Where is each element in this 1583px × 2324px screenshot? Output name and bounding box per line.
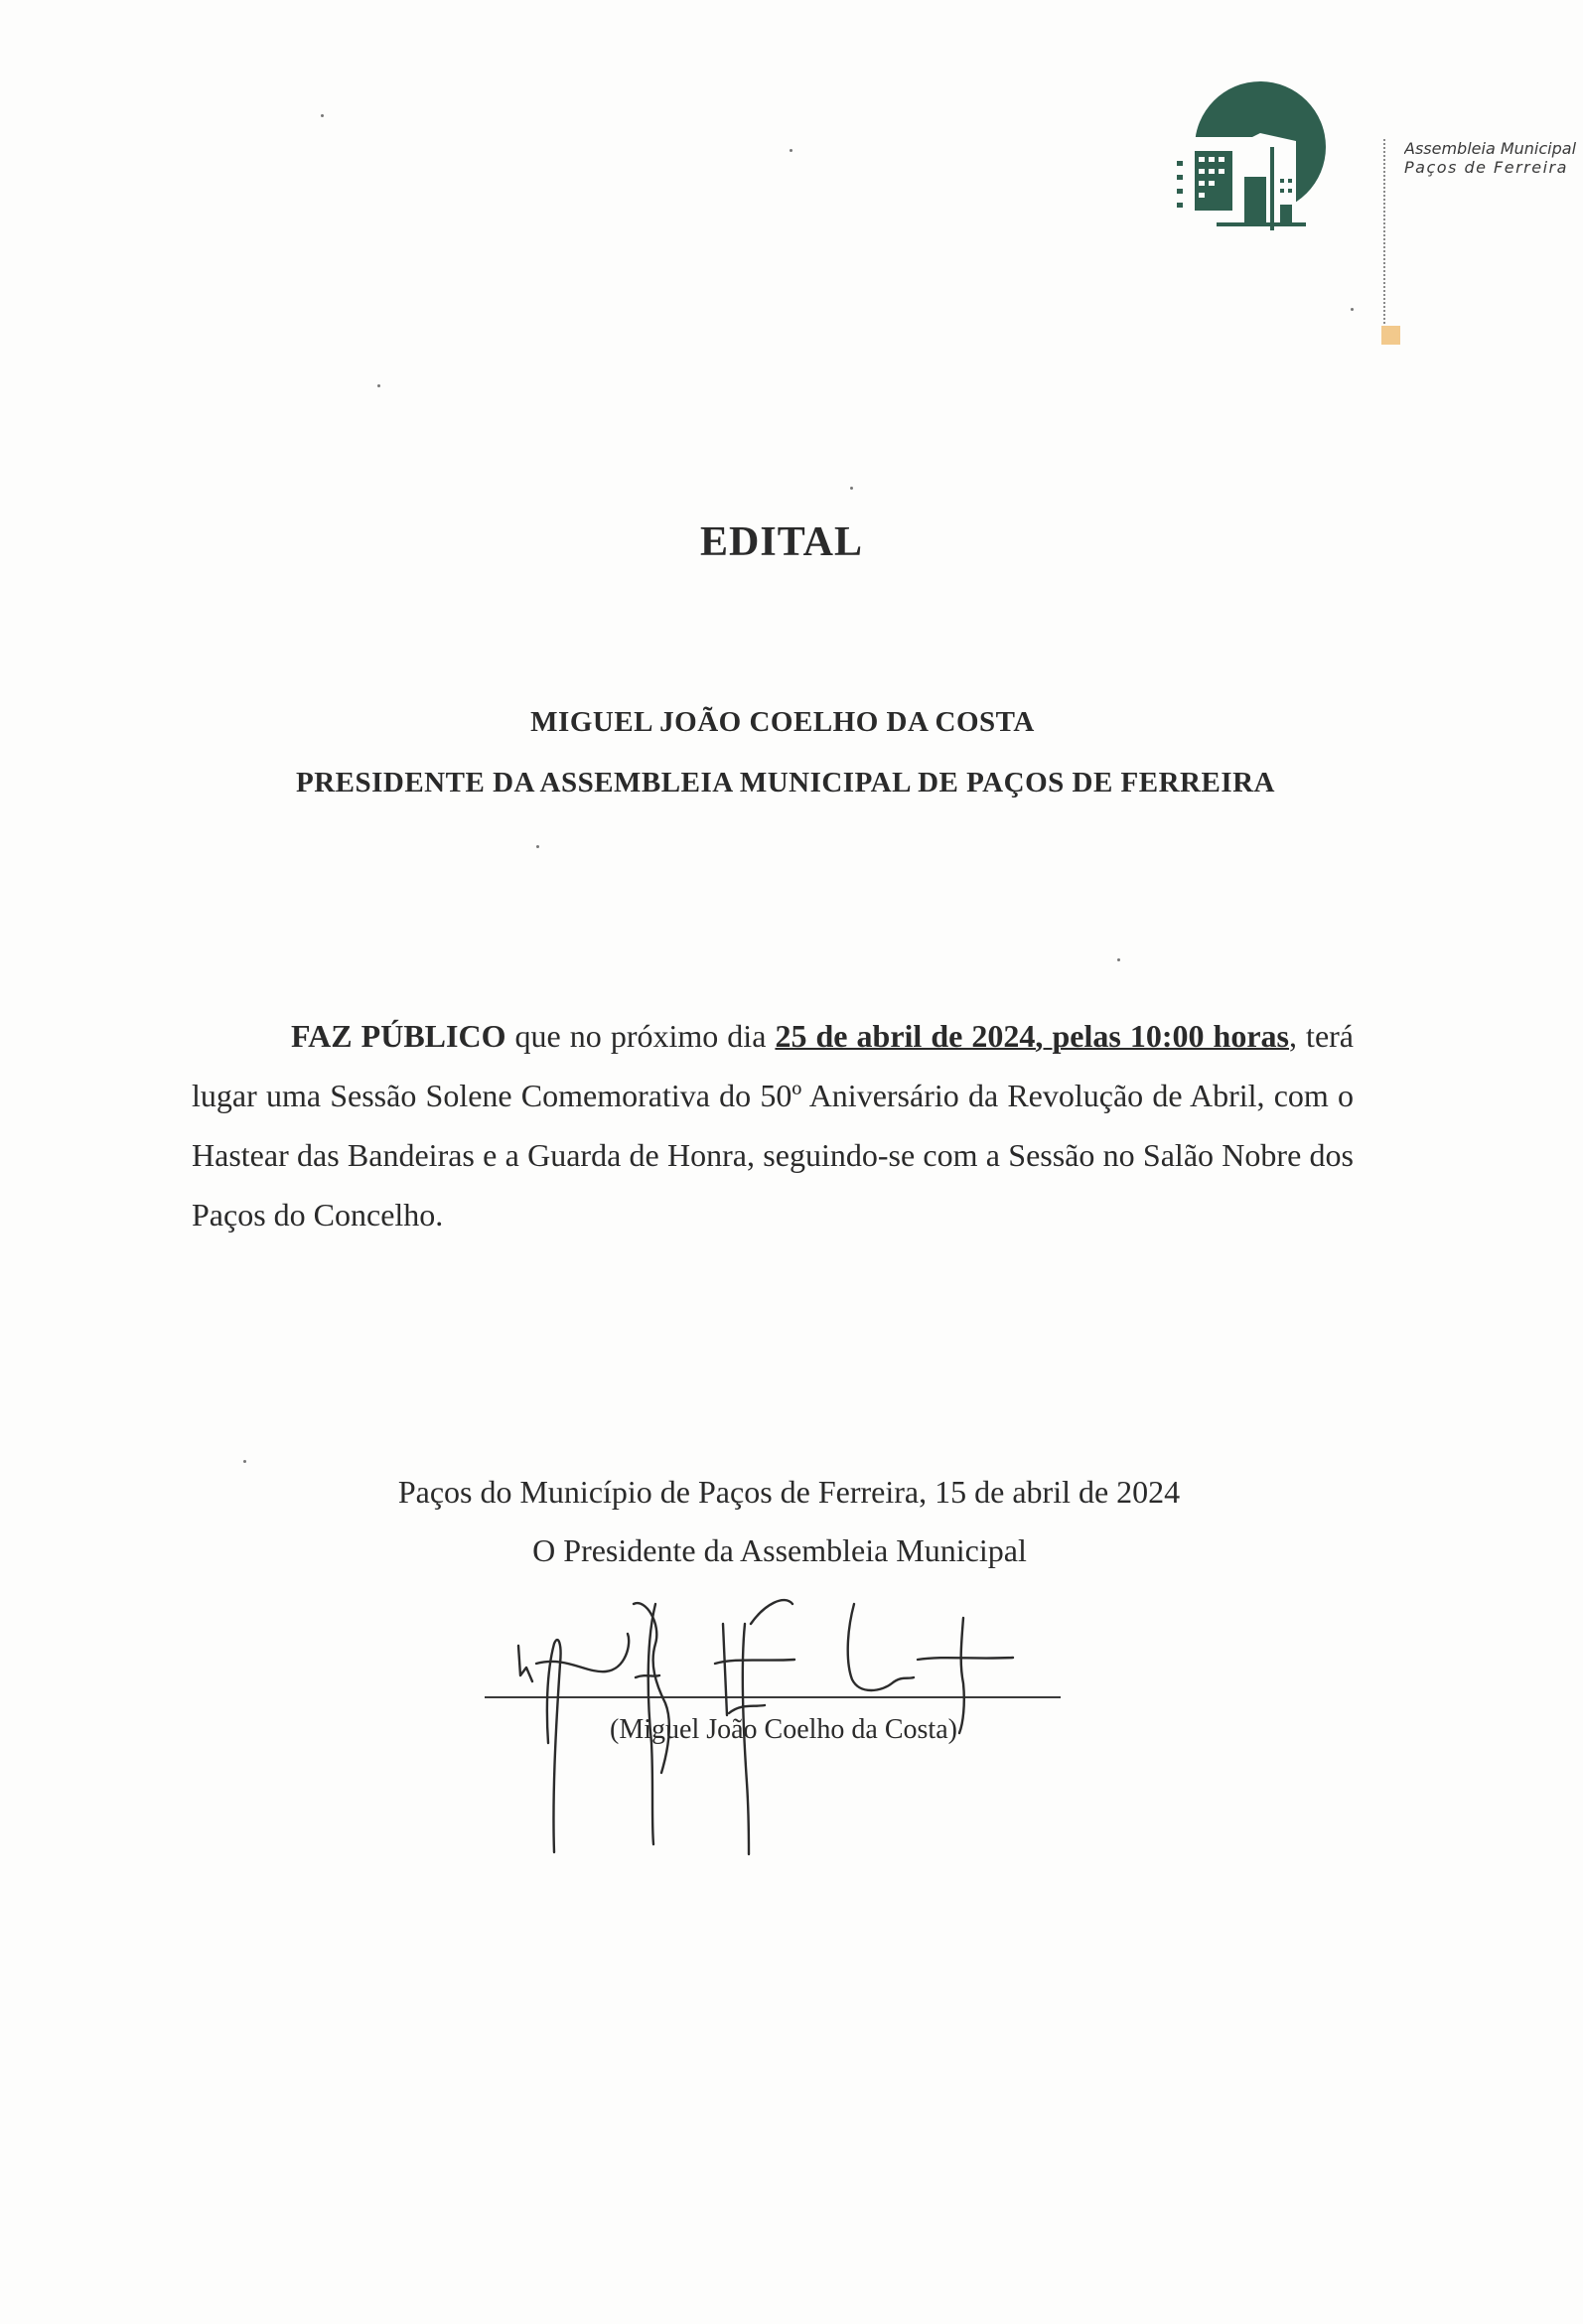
place-date (0, 1474, 1583, 1511)
signer-role-text: O Presidente da Assembleia Municipal (532, 1532, 1027, 1568)
logo-accent-square (1381, 326, 1400, 345)
president-role: PRESIDENTE DA ASSEMBLEIA MUNICIPAL DE PAÇOS DE FERREIRA (295, 767, 1275, 799)
president-name: MIGUEL JOÃO COELHO DA COSTA (530, 706, 1035, 738)
logo-text (1404, 139, 1583, 177)
signer-name-text: (Miguel João Coelho da Costa) (610, 1714, 957, 1745)
scan-speck (850, 487, 853, 490)
president-role-heading (0, 767, 1583, 799)
scan-speck (377, 384, 380, 387)
scan-speck (1351, 308, 1354, 311)
document-title-text: EDITAL (700, 519, 863, 565)
lead-bold: FAZ PÚBLICO (291, 1018, 506, 1054)
scan-speck (790, 149, 792, 152)
president-name-heading (0, 706, 1583, 739)
signer-role (0, 1532, 1583, 1569)
scan-speck (1117, 958, 1120, 961)
place-date-text: Paços do Município de Paços de Ferreira, 15 de abril de 2024 (397, 1474, 1181, 1510)
logo-divider (1383, 139, 1385, 328)
body-text-1: que no próximo dia (505, 1018, 776, 1054)
assembleia-municipal-logo (1177, 81, 1336, 230)
scan-speck (243, 1460, 246, 1463)
event-date-time: 25 de abril de 2024, pelas 10:00 horas (775, 1018, 1289, 1054)
handwritten-signature (497, 1584, 1092, 1862)
logo-text-line2: Paços de Ferreira (1404, 158, 1568, 177)
body-text-2: , terá lugar uma Sessão Solene Comemorativa do 50º Aniversário da Revolução de Abril, com o Hastear das Bandeiras e a Guarda de Honra, seguindo-se com a Sessão no Salão Nobre dos Paços do Concelho. (192, 1018, 1354, 1233)
scan-speck (536, 845, 539, 848)
announcement-paragraph (192, 1006, 1354, 1244)
scan-speck (321, 114, 324, 117)
document-title (0, 518, 1583, 566)
logo-text-line1: Assembleia Municipal (1404, 139, 1577, 158)
